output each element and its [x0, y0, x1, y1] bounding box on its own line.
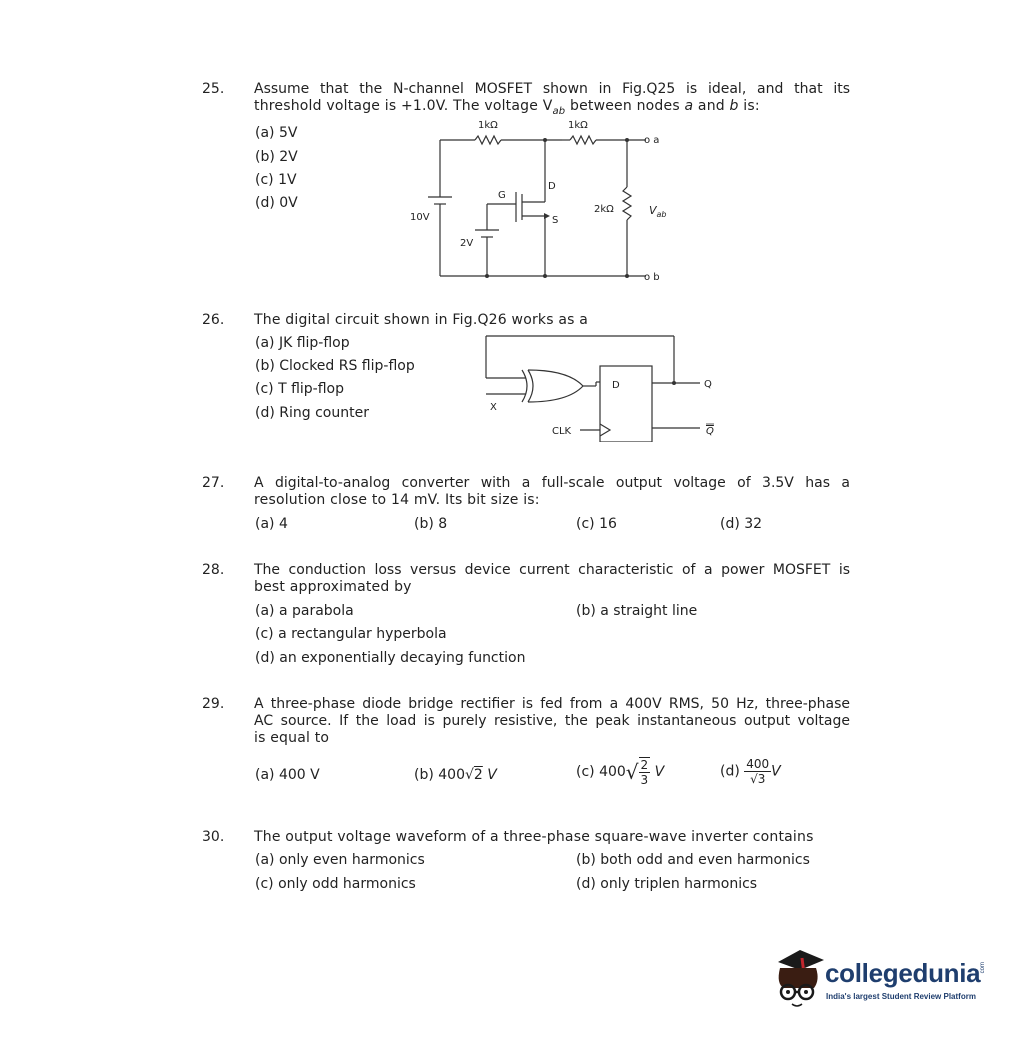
answer-option[interactable]: (a) only even harmonics	[255, 852, 425, 868]
resistor-label: 1kΩ	[568, 120, 588, 131]
question-number: 25.	[202, 81, 225, 97]
d-input-label: D	[612, 380, 620, 391]
q-output-label: Q	[704, 379, 712, 390]
sqrt-symbol: √	[750, 772, 758, 786]
stem-text: is:	[738, 98, 760, 114]
unit: V	[482, 767, 497, 783]
answer-option[interactable]: (b) a straight line	[576, 603, 698, 619]
answer-option[interactable]: (d) only triplen harmonics	[576, 876, 758, 892]
subscript: ab	[552, 105, 566, 117]
answer-option[interactable]: (d) an exponentially decaying function	[255, 650, 526, 666]
numerator: 2	[640, 758, 649, 772]
input-label: X	[490, 402, 497, 413]
question-stem-line: A digital-to-analog converter with a full-scale output voltage of 3.5V has a	[254, 475, 850, 491]
question-stem: The digital circuit shown in Fig.Q26 works as a	[254, 312, 589, 328]
node-label: b	[729, 98, 739, 114]
question-stem-line: Assume that the N-channel MOSFET shown in Fig.Q25 is ideal, and that its	[254, 81, 850, 97]
question-stem: The output voltage waveform of a three-phase square-wave inverter contains	[254, 829, 814, 845]
vab-sub: ab	[656, 210, 667, 219]
unit: V	[771, 763, 781, 780]
resistor-label: 2kΩ	[594, 204, 614, 215]
mosfet-circuit-figure	[400, 112, 690, 288]
numerator: 400	[746, 757, 770, 771]
option-text: (c) 400	[576, 764, 626, 780]
qbar-output-label: Q	[706, 426, 714, 437]
brand-suffix: com	[980, 962, 986, 974]
clk-label: CLK	[552, 426, 572, 437]
unit: V	[650, 764, 665, 780]
stem-text: and	[693, 98, 730, 114]
fraction	[744, 757, 771, 786]
answer-option[interactable]: (c) only odd harmonics	[255, 876, 416, 892]
brand-tagline: India's largest Student Review Platform	[826, 992, 976, 1001]
vab-main: V	[649, 204, 657, 217]
sqrt-symbol: √	[464, 767, 474, 783]
answer-option[interactable]: (c) 1V	[255, 172, 297, 188]
stem-text: between nodes	[565, 98, 685, 114]
answer-option[interactable]: (d) Ring counter	[255, 405, 369, 421]
flipflop-circuit-figure	[478, 330, 738, 442]
question-number: 27.	[202, 475, 225, 491]
answer-option[interactable]	[414, 767, 497, 783]
question-number: 28.	[202, 562, 225, 578]
stem-text: threshold voltage is +1.0V. The voltage V	[254, 98, 553, 114]
answer-option[interactable]: (a) 5V	[255, 125, 298, 141]
source-label: 2V	[460, 238, 474, 249]
question-stem-line: The conduction loss versus device current characteristic of a power MOSFET is	[254, 562, 850, 578]
answer-option[interactable]: (a) 400 V	[255, 767, 320, 783]
answer-option[interactable]: (b) Clocked RS flip-flop	[255, 358, 415, 374]
question-number: 29.	[202, 696, 225, 712]
sqrt-symbol: √	[625, 760, 639, 784]
brand-name: collegedunia	[825, 958, 981, 988]
question-number: 30.	[202, 829, 225, 845]
vab-label	[649, 204, 667, 219]
answer-option[interactable]: (b) 2V	[255, 149, 298, 165]
mascot-icon	[768, 944, 828, 1016]
node-label: a	[684, 98, 694, 114]
sqrt-radicand: 3	[757, 772, 766, 786]
fraction	[639, 757, 651, 787]
answer-option[interactable]: (c) a rectangular hyperbola	[255, 626, 447, 642]
answer-option[interactable]: (b) both odd and even harmonics	[576, 852, 810, 868]
node-b-label: o b	[644, 272, 660, 283]
answer-option[interactable]: (c) 16	[576, 516, 617, 532]
collegedunia-logo[interactable]	[768, 944, 998, 1024]
question-stem-line: is equal to	[254, 730, 330, 746]
answer-option[interactable]: (b) 8	[414, 516, 448, 532]
option-text: (b) 400	[414, 767, 465, 783]
resistor-label: 1kΩ	[478, 120, 498, 131]
answer-option[interactable]	[576, 757, 664, 787]
answer-option[interactable]: (d) 0V	[255, 195, 298, 211]
denominator: 3	[640, 773, 649, 787]
answer-option[interactable]: (d) 32	[720, 516, 763, 532]
source-terminal-label: S	[552, 215, 559, 226]
question-stem-line: resolution close to 14 mV. Its bit size is:	[254, 492, 540, 508]
sqrt-radicand: 2	[473, 767, 483, 783]
option-text: (d)	[720, 763, 740, 780]
drain-label: D	[548, 181, 556, 192]
answer-option[interactable]: (c) T flip-flop	[255, 381, 344, 397]
source-label: 10V	[410, 212, 430, 223]
denominator	[744, 772, 771, 786]
question-number: 26.	[202, 312, 225, 328]
answer-option[interactable]: (a) a parabola	[255, 603, 354, 619]
answer-option[interactable]: (a) JK flip-flop	[255, 335, 350, 351]
question-stem-line: AC source. If the load is purely resistive, the peak instantaneous output voltage	[254, 713, 850, 729]
gate-label: G	[498, 190, 506, 201]
answer-option[interactable]	[720, 757, 781, 786]
question-stem-line: best approximated by	[254, 579, 412, 595]
node-a-label: o a	[644, 135, 660, 146]
answer-option[interactable]: (a) 4	[255, 516, 288, 532]
question-stem-line: A three-phase diode bridge rectifier is fed from a 400V RMS, 50 Hz, three-phase	[254, 696, 850, 712]
